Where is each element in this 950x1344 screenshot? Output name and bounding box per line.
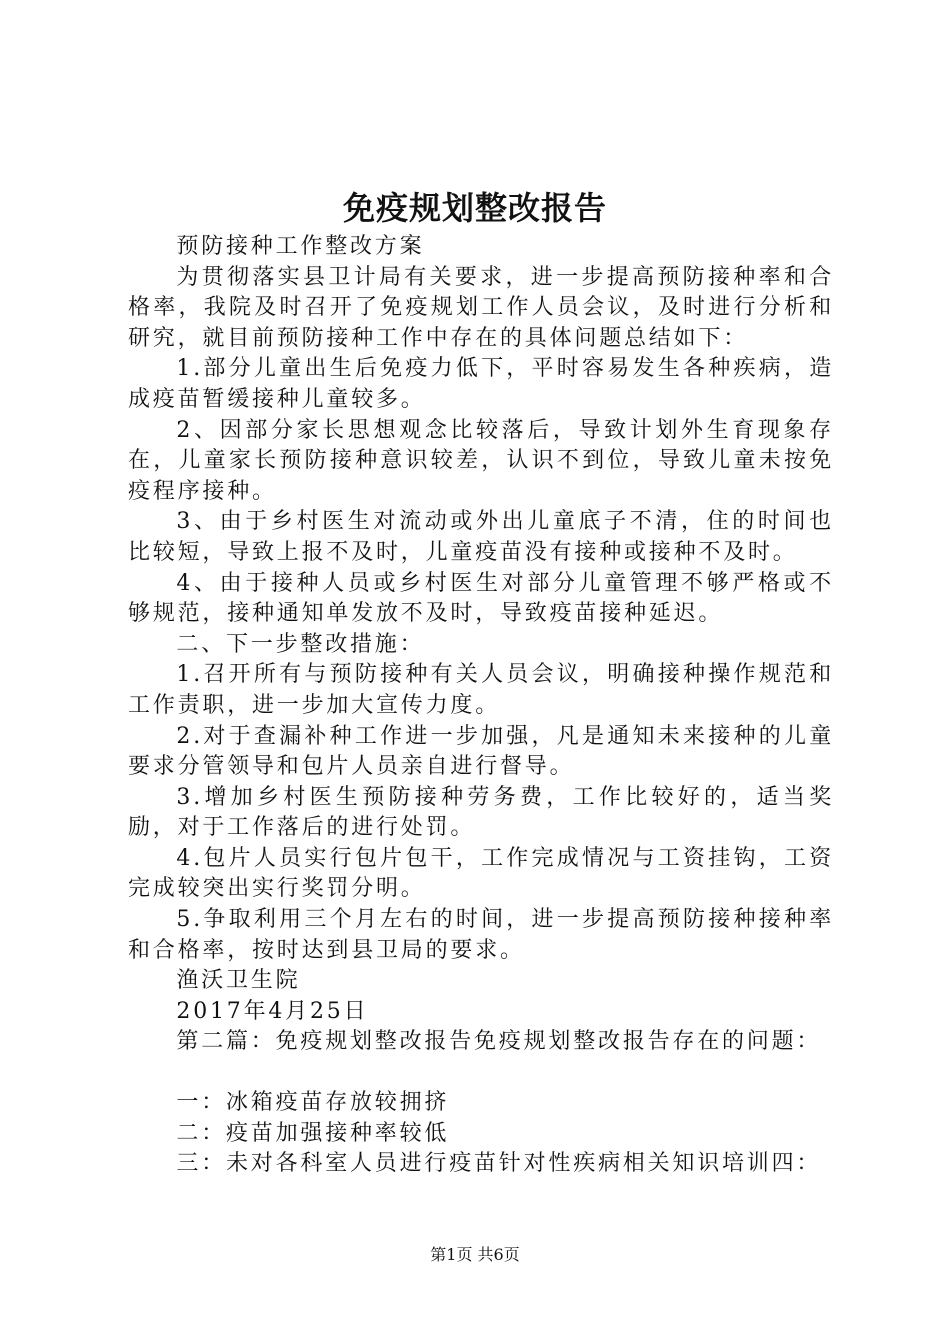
paragraph-date: 2017年4月25日: [176, 998, 369, 1024]
paragraph-measure-2: 2.对于查漏补种工作进一步加强，凡是通知未来接种的儿童要求分管领导和包片人员亲自进行督导。: [128, 723, 834, 780]
paragraph-signature: 渔沃卫生院: [176, 968, 301, 994]
paragraph-intro: 为贯彻落实县卫计局有关要求，进一步提高预防接种率和合格率，我院及时召开了免疫规划工作人员会议，及时进行分析和研究，就目前预防接种工作中存在的具体问题总结如下：: [128, 264, 834, 351]
paragraph-measure-1: 1.召开所有与预防接种有关人员会议，明确接种操作规范和工作责职，进一步加大宣传力度。: [128, 662, 834, 718]
document-title: 免疫规划整改报告: [342, 189, 607, 227]
page-number-footer: 第1页 共6页: [430, 1245, 520, 1264]
paragraph-problem-1: 1.部分儿童出生后免疫力低下，平时容易发生各种疾病，造成疫苗暂缓接种儿童较多。: [128, 356, 834, 412]
paragraph-problem-3: 3、由于乡村医生对流动或外出儿童底子不清，住的时间也比较短，导致上报不及时，儿童疫苗没有接种或接种不及时。: [128, 509, 834, 565]
paragraph-issue-1: 一：冰箱疫苗存放较拥挤: [176, 1090, 450, 1116]
paragraph-plan-heading: 预防接种工作整改方案: [176, 234, 425, 259]
paragraph-issue-3: 三：未对各科室人员进行疫苗针对性疾病相关知识培训四：: [176, 1151, 822, 1177]
paragraph-measure-3: 3.增加乡村医生预防接种劳务费，工作比较好的，适当奖励，对于工作落后的进行处罚。: [128, 784, 834, 841]
paragraph-second-part: 第二篇：免疫规划整改报告免疫规划整改报告存在的问题：: [176, 1029, 822, 1055]
paragraph-issue-2: 二：疫苗加强接种率较低: [176, 1120, 450, 1146]
paragraph-problem-4: 4、由于接种人员或乡村医生对部分儿童管理不够严格或不够规范，接种通知单发放不及时，导致疫苗接种延迟。: [128, 570, 834, 627]
paragraph-measure-5: 5.争取利用三个月左右的时间，进一步提高预防接种接种率和合格率，按时达到县卫局的要求。: [128, 907, 834, 963]
document-body: [128, 232, 834, 1180]
paragraph-problem-2: 2、因部分家长思想观念比较落后，导致计划外生育现象存在，儿童家长预防接种意识较差，认识不到位，导致儿童未按免疫程序接种。: [128, 417, 834, 504]
paragraph-measures-heading: 二、下一步整改措施：: [176, 631, 425, 657]
paragraph-measure-4: 4.包片人员实行包片包干，工作完成情况与工资挂钩，工资完成较突出实行奖罚分明。: [128, 845, 834, 902]
